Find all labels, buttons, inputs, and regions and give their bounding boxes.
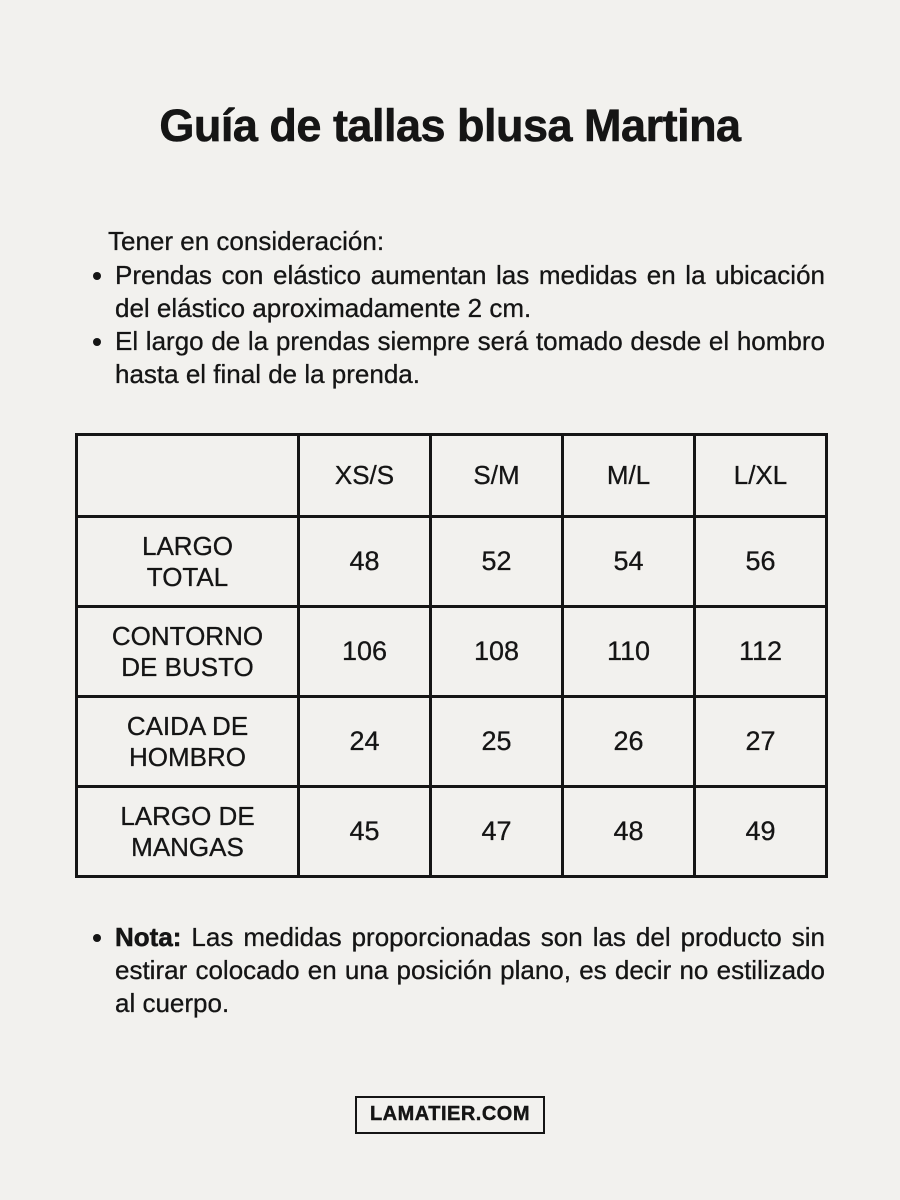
table-cell: 56 bbox=[695, 517, 827, 607]
considerations-list bbox=[75, 259, 825, 391]
considerations-heading: Tener en consideración: bbox=[108, 226, 385, 256]
table-row bbox=[77, 517, 827, 607]
size-header-cell: XS/S bbox=[299, 435, 431, 517]
row-label-cell: LARGO DE MANGAS bbox=[77, 787, 299, 877]
size-table bbox=[75, 433, 828, 878]
list-item bbox=[75, 259, 825, 325]
note-item bbox=[75, 921, 825, 1020]
note-list bbox=[75, 921, 825, 1020]
table-cell: 54 bbox=[563, 517, 695, 607]
row-label-cell: LARGO TOTAL bbox=[77, 517, 299, 607]
table-cell: 52 bbox=[431, 517, 563, 607]
table-row bbox=[77, 607, 827, 697]
bullet-icon bbox=[93, 934, 101, 942]
table-cell: 26 bbox=[563, 697, 695, 787]
table-cell: 48 bbox=[299, 517, 431, 607]
size-header-cell: L/XL bbox=[695, 435, 827, 517]
empty-corner-cell bbox=[77, 435, 299, 517]
table-header-row bbox=[77, 435, 827, 517]
table-cell: 48 bbox=[563, 787, 695, 877]
row-label-cell: CAIDA DE HOMBRO bbox=[77, 697, 299, 787]
table-cell: 47 bbox=[431, 787, 563, 877]
table-cell: 106 bbox=[299, 607, 431, 697]
content-area bbox=[75, 225, 825, 1020]
table-cell: 108 bbox=[431, 607, 563, 697]
table-cell: 110 bbox=[563, 607, 695, 697]
table-cell: 27 bbox=[695, 697, 827, 787]
table-cell: 49 bbox=[695, 787, 827, 877]
bullet-icon bbox=[93, 338, 101, 346]
table-cell: 24 bbox=[299, 697, 431, 787]
brand-badge: LAMATIER.COM bbox=[355, 1096, 545, 1134]
table-row bbox=[77, 787, 827, 877]
note-label: Nota: bbox=[115, 922, 182, 952]
table-row bbox=[77, 697, 827, 787]
table-cell: 112 bbox=[695, 607, 827, 697]
size-header-cell: S/M bbox=[431, 435, 563, 517]
table-cell: 25 bbox=[431, 697, 563, 787]
list-item bbox=[75, 325, 825, 391]
page-title: Guía de tallas blusa Martina bbox=[159, 100, 741, 151]
note-text: Las medidas proporcionadas son las del producto sin estirar colocado en una posición plano, es decir no estilizado al cuerpo. bbox=[115, 922, 825, 1018]
size-header-cell: M/L bbox=[563, 435, 695, 517]
row-label-cell: CONTORNO DE BUSTO bbox=[77, 607, 299, 697]
table-cell: 45 bbox=[299, 787, 431, 877]
bullet-icon bbox=[93, 272, 101, 280]
list-item-text: Prendas con elástico aumentan las medidas en la ubicación del elástico aproximadamente 2 cm. bbox=[115, 260, 825, 323]
list-item-text: El largo de la prendas siempre será tomado desde el hombro hasta el final de la prenda. bbox=[115, 326, 825, 389]
